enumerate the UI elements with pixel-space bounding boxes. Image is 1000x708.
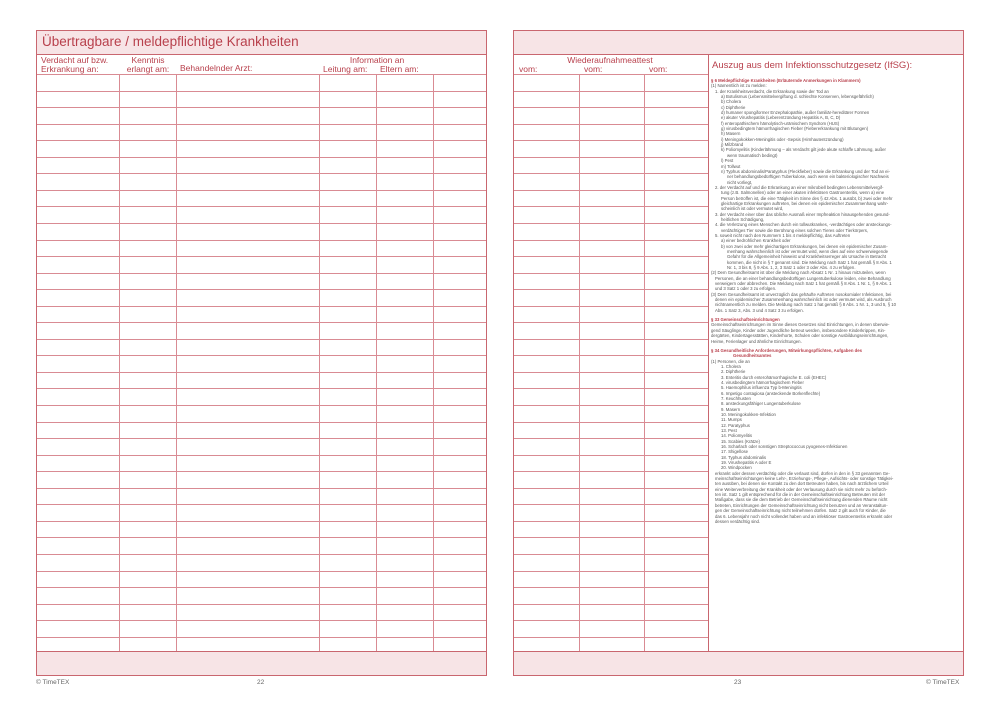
table-row-line [514, 206, 708, 207]
law-text-line: 7. Keuchhusten [721, 395, 751, 401]
law-text-line: j) Milzbrand [721, 142, 744, 148]
table-row-line [514, 587, 708, 588]
header-from-1: vom: [519, 64, 538, 74]
table-row-line [37, 173, 486, 174]
table-row-line [514, 554, 708, 555]
law-text-line: 4. virusbedingtem hämorrhagischem Fieber [721, 379, 804, 385]
law-text-line: ner behandlungsbedürftigen Tuberkulose, auch wenn ein bakteriologischer Nachweis [727, 174, 889, 180]
law-text-line: 10. Meningokokken-Infektion [721, 411, 776, 417]
table-row-line [37, 91, 486, 92]
law-text-line: 3. der Verdacht einer über das übliche Ausmaß einer Impfreaktion hinausgehenden gesund- [715, 211, 890, 217]
table-row-line [514, 74, 708, 75]
law-text-line: nicht vorliegt, [727, 179, 753, 185]
table-row-line [514, 173, 708, 174]
right-column-divider [708, 55, 709, 651]
law-text-line: denen ein epidemischer Zusammenhang wahrscheinlich ist oder vermutet wird, als Ausbruch [715, 297, 892, 303]
table-row-line [514, 405, 708, 406]
law-text-line: d) humaner spongiformer Enzephalopathie, außer familiär-hereditärer Formen [721, 110, 870, 116]
table-row-line [37, 604, 486, 605]
law-text-line: 2. Diphtherie [721, 369, 746, 375]
law-text-line: wenn traumatisch bedingt) [727, 152, 778, 158]
table-row-line [514, 620, 708, 621]
table-column-line [319, 74, 320, 653]
table-row-line [37, 372, 486, 373]
law-section-heading: § 33 Gemeinschaftseinrichtungen [711, 317, 780, 323]
law-text-line: heitlichen Schädigung, [721, 216, 765, 222]
table-row-line [37, 240, 486, 241]
law-text-line: f) enteropathischem hämolytisch-urämischem Syndrom (HUS) [721, 120, 840, 126]
table-row-line [37, 355, 486, 356]
law-text-line: gleichartige Erkrankungen auftreten, bei denen ein epidemischer Zusammenhang wahr- [721, 200, 889, 206]
law-text-line: g) virusbedingtem hämorrhagischen Fieber (Fiebererkrankung mit Blutungen) [721, 126, 869, 132]
table-row-line [514, 537, 708, 538]
table-row-line [37, 488, 486, 489]
law-text-line: Abs. 1 Satz 3, Abs. 3 und 4 Satz 3 zu erfolgen. [715, 307, 804, 313]
table-row-line [514, 306, 708, 307]
law-text-line: dessen verdächtig sind. [715, 518, 761, 524]
law-text-line: (1) Personen, die an [711, 358, 750, 364]
law-text-line: Gemeinschaftseinrichtungen im Sinne dieses Gesetzes sind Einrichtungen, in denen überwie- [711, 322, 890, 328]
header-illness: Verdacht auf bzw. Erkrankung an: [41, 55, 109, 74]
table-column-line [433, 74, 434, 653]
table-row-line [514, 488, 708, 489]
header-doctor: Behandelnder Arzt: [180, 63, 253, 73]
table-row-line [514, 521, 708, 522]
table-row-line [514, 157, 708, 158]
law-text-line: k) Poliomyelitis (Kinderlähmung – als Verdacht gilt jede akute schlaffe Lähmung, außer [721, 147, 886, 153]
table-row-line [514, 455, 708, 456]
table-row-line [514, 124, 708, 125]
table-row-line [37, 190, 486, 191]
law-text-line: Person betroffen ist, die eine Tätigkeit im Sinne des § 42 Abs. 1 ausübt, b) zwei oder mehr [721, 195, 893, 201]
table-row-line [514, 91, 708, 92]
table-row-line [37, 256, 486, 257]
law-text-line: b) Cholera [721, 99, 742, 105]
table-row-line [37, 537, 486, 538]
law-text-line: c) Diphtherie [721, 104, 746, 110]
law-text-line: dergärten, Kindertagesstätten, Kinderhorte, Schulen oder sonstige Ausbildungseinrichtungen, [711, 333, 889, 339]
table-row-line [514, 355, 708, 356]
left-page-title: Übertragbare / meldepflichtige Krankheiten [42, 34, 299, 49]
law-text-line: Nr. 1, 3 bis 8, § 9 Abs. 1, 2, 3 Satz 1 oder 3 oder Abs. 4 zu erfolgen. [727, 265, 856, 271]
table-row-line [514, 422, 708, 423]
table-row-line [514, 240, 708, 241]
law-text-line: (2) Dem Gesundheitsamt ist über die Meldung nach Absatz 1 Nr. 1 hinaus mitzuteilen, wenn [711, 270, 886, 276]
law-text-line: a) Botulismus (Lebensmittelvergiftung d. schlechte Konserven, lebensgefährlich) [721, 94, 874, 100]
law-text-line: e) akuter Virushepatitis (Leberentzündung Hepatitis A, B, C, D) [721, 115, 841, 121]
table-row-line [514, 273, 708, 274]
table-row-line [37, 107, 486, 108]
law-text-line: 5. Haemophilus influenza Typ b-Meningitis [721, 385, 802, 391]
law-text-line: ten ist. Satz 1 gilt entsprechend für die in der Gemeinschaftseinrichtung Betreuten mit der [715, 492, 886, 498]
table-column-line [644, 74, 645, 653]
table-row-line [37, 306, 486, 307]
left-page-number: 22 [257, 679, 265, 686]
law-text-line: 15. Scabies (Krätze) [721, 438, 760, 444]
law-text-line: a) einer bedrohlichen Krankheit oder [721, 238, 791, 244]
table-row-line [37, 223, 486, 224]
table-column-line [376, 74, 377, 653]
law-text [711, 78, 959, 524]
law-section-heading: Gesundheitsamtes [733, 353, 772, 359]
right-copyright: © TimeTEX [926, 679, 960, 686]
header-from-2: vom: [584, 64, 603, 74]
table-row-line [514, 438, 708, 439]
table-row-line [37, 504, 486, 505]
table-row-line [37, 438, 486, 439]
law-text-line: gend Säuglinge, Kinder oder Jugendliche betreut werden, insbesondere Kinderkrippen, Kin- [711, 327, 886, 333]
law-text-line: 6. Impetigo contagiosa (ansteckende Borkenflechte) [721, 390, 821, 396]
law-text-line: n) Typhus abdominalis/Paratyphus (Fleckfieber) sowie die Erkrankung und der Tod an ei- [721, 168, 890, 174]
header-readmission-group: Wiederaufnahmeattest [567, 55, 653, 65]
law-text-line: 16. Scharlach oder sonstigen Streptococcus pyogenes-Infektionen [721, 444, 848, 450]
table-column-line [119, 74, 120, 653]
table-row-line [37, 157, 486, 158]
table-row-line [37, 620, 486, 621]
law-text-line: verdächtiges Tier sowie die Berührung eines solchen Tieres oder Tierkörpers, [721, 227, 869, 233]
right-page [513, 30, 964, 676]
table-row-line [514, 637, 708, 638]
law-text-line: nichtnamentlich zu melden. Die Meldung nach Satz 1 hat gemäß § 8 Abs. 1 Nr. 1, 3 und 5, § 10 [715, 302, 897, 308]
table-row-line [37, 322, 486, 323]
law-text-line: i) Meningokokken-Meningitis oder -Sepsis (Hirnhautentzündung) [721, 136, 844, 142]
law-text-line: 2. der Verdacht auf und die Erkrankung an einer mikrobiell bedingten Lebensmittelvergif- [715, 184, 884, 190]
table-column-line [176, 74, 177, 653]
law-text-line: b) von zwei oder mehr gleichartigen Erkrankungen, bei denen ein epidemischer Zusam- [721, 243, 888, 249]
table-row-line [37, 521, 486, 522]
law-text-line: (1) Namentlich ist zu melden: [711, 83, 767, 89]
table-row-line [37, 422, 486, 423]
header-parents: Eltern am: [380, 64, 419, 74]
law-text-line: 14. Poliomyelitis [721, 433, 753, 439]
right-footer-box [514, 651, 963, 675]
law-text-line: das 6. Lebensjahr noch nicht vollendet haben und an infektiöser Gastroenteritis erkrankt oder [715, 513, 893, 519]
law-text-line: 17. Shigellose [721, 449, 748, 455]
table-row-line [514, 604, 708, 605]
law-text-line: kommen, die nicht in § 7 genannt sind. Die Meldung nach Satz 1 hat gemäß § 8 Abs. 1 [727, 259, 892, 265]
table-row-line [514, 190, 708, 191]
law-text-line: verweigern oder abbrechen. Die Meldung nach Satz 1 hat gemäß § 8 Abs. 1 Nr. 1, § 9 Abs. 1 [715, 281, 892, 287]
table-row-line [514, 322, 708, 323]
table-row-line [37, 206, 486, 207]
law-text-line: l) Pest [721, 158, 734, 164]
law-text-line: und 3 Satz 1 oder 3 zu erfolgen. [715, 286, 777, 292]
law-text-line: eine Weiterverbreitung der Krankheit oder der Verlausung durch sie nicht mehr zu befürch- [715, 486, 888, 492]
right-title-bar [514, 31, 963, 55]
table-row-line [514, 223, 708, 224]
law-text-line: 13. Pest [721, 428, 737, 433]
law-text-line: 1. Cholera [721, 363, 741, 369]
law-text-line: Maßgabe, dass sie die dem Betrieb der Gemeinschaftseinrichtung dienenden Räume nicht [715, 497, 888, 503]
table-row-line [37, 140, 486, 141]
table-row-line [37, 405, 486, 406]
table-row-line [37, 273, 486, 274]
law-text-line: meinschaftseinrichtungen keine Lehr-, Erziehungs-, Pflege-, Aufsichts- oder sonstige Tätigkei- [715, 476, 894, 482]
law-text-line: Heime, Ferienlager und ähnliche Einrichtungen. [711, 338, 802, 344]
left-table-grid [37, 74, 486, 653]
header-leadership: Leitung am: [323, 64, 368, 74]
law-text-line: 8. ansteckungsfähiger Lungentuberkulose [721, 401, 801, 407]
header-known-since: Kenntnis erlangt am: [126, 55, 170, 74]
law-text-line: 18. Typhus abdominalis [721, 454, 767, 460]
table-row-line [37, 74, 486, 75]
left-footer-box [37, 651, 486, 675]
header-from-3: vom: [649, 64, 668, 74]
law-text-line: 19. Virushepatitis A oder E [721, 460, 772, 466]
law-text-line: Personen, die an einer behandlungsbedürftigen Lungentuberkulose leiden, eine Behandlung [715, 275, 891, 281]
law-text-line: 3. Enteritis durch enterohämorrhagische E. coli (EHEC) [721, 374, 827, 380]
law-text-line: ten ausüben, bei denen sie Kontakt zu den dort Betreuten haben, bis nach ärztlichem Urteil [715, 481, 889, 487]
law-text-line: 11. Mumps [721, 417, 742, 423]
table-row-line [514, 504, 708, 505]
table-row-line [514, 256, 708, 257]
right-table-grid [514, 74, 708, 653]
table-row-line [514, 289, 708, 290]
law-text-line: gen der Gemeinschaftseinrichtung nicht teilnehmen dürfen. Satz 2 gilt auch für Kinder, die [715, 508, 886, 514]
table-row-line [514, 388, 708, 389]
table-row-line [37, 388, 486, 389]
table-row-line [514, 107, 708, 108]
table-row-line [514, 571, 708, 572]
table-row-line [37, 289, 486, 290]
table-row-line [37, 571, 486, 572]
law-text-line: betreten, Einrichtungen der Gemeinschaftseinrichtung nicht benutzen und an Veranstaltun- [715, 502, 888, 508]
law-text-line: 9. Masern [721, 406, 741, 412]
table-row-line [37, 554, 486, 555]
law-section-heading: § 6 Meldepflichtige Krankheiten (Erläuternde Anmerkungen in Klammern) [711, 78, 861, 83]
law-text-line: scheinlich ist oder vermutet wird, [721, 206, 784, 212]
left-page [36, 30, 487, 676]
left-copyright: © TimeTEX [36, 679, 70, 686]
law-text-line: menhang wahrscheinlich ist oder vermutet wird, wenn dies auf eine schwerwiegende [727, 249, 888, 254]
law-text-line: 4. die Verletzung eines Menschen durch ein tollwutkrankes, -verdächtiges oder ansteckungs- [715, 222, 892, 228]
law-text-line: 1. der Krankheitsverdacht, die Erkrankung sowie der Tod an [715, 88, 829, 94]
law-text-line: tung (z.B. Salmonellen) oder an einer akuten infektiösen Gastroenteritis, wenn a) eine [721, 190, 885, 196]
law-text-line: 20. Windpocken [721, 465, 752, 471]
table-row-line [514, 471, 708, 472]
header-information-group: Information an [349, 55, 405, 65]
header-law-excerpt: Auszug aus dem Infektionsschutzgesetz (IfSG): [712, 60, 913, 71]
law-text-line: 12. Paratyphus [721, 422, 750, 428]
table-row-line [37, 637, 486, 638]
table-row-line [514, 140, 708, 141]
left-title-bar [37, 31, 486, 55]
right-page-number: 23 [734, 679, 742, 686]
law-text-line: h) Masern [721, 131, 741, 137]
table-row-line [37, 455, 486, 456]
table-row-line [37, 471, 486, 472]
table-row-line [37, 124, 486, 125]
table-row-line [37, 587, 486, 588]
law-text-line: 5. soweit nicht nach den Nummern 1 bis 4 meldepflichtig, das Auftreten [715, 232, 851, 238]
law-text-line: m) Tollwut [721, 163, 741, 169]
table-row-line [514, 339, 708, 340]
table-row-line [514, 372, 708, 373]
table-column-line [579, 74, 580, 653]
law-text-line: Gefahr für die Allgemeinheit hinweist und Krankheitserreger als Ursache in Betracht [727, 254, 887, 260]
law-text-line: (3) Dem Gesundheitsamt ist unverzüglich das gehäufte Auftreten nosokomialer Infektionen, bei [711, 291, 892, 297]
law-text-line: erkrankt oder dessen verdächtig oder die verlaust sind, dürfen in den in § 33 genannten Ge- [715, 470, 890, 476]
law-section-heading: § 34 Gesundheitliche Anforderungen, Mitwirkungspflichten, Aufgaben des [711, 347, 863, 353]
table-row-line [37, 339, 486, 340]
